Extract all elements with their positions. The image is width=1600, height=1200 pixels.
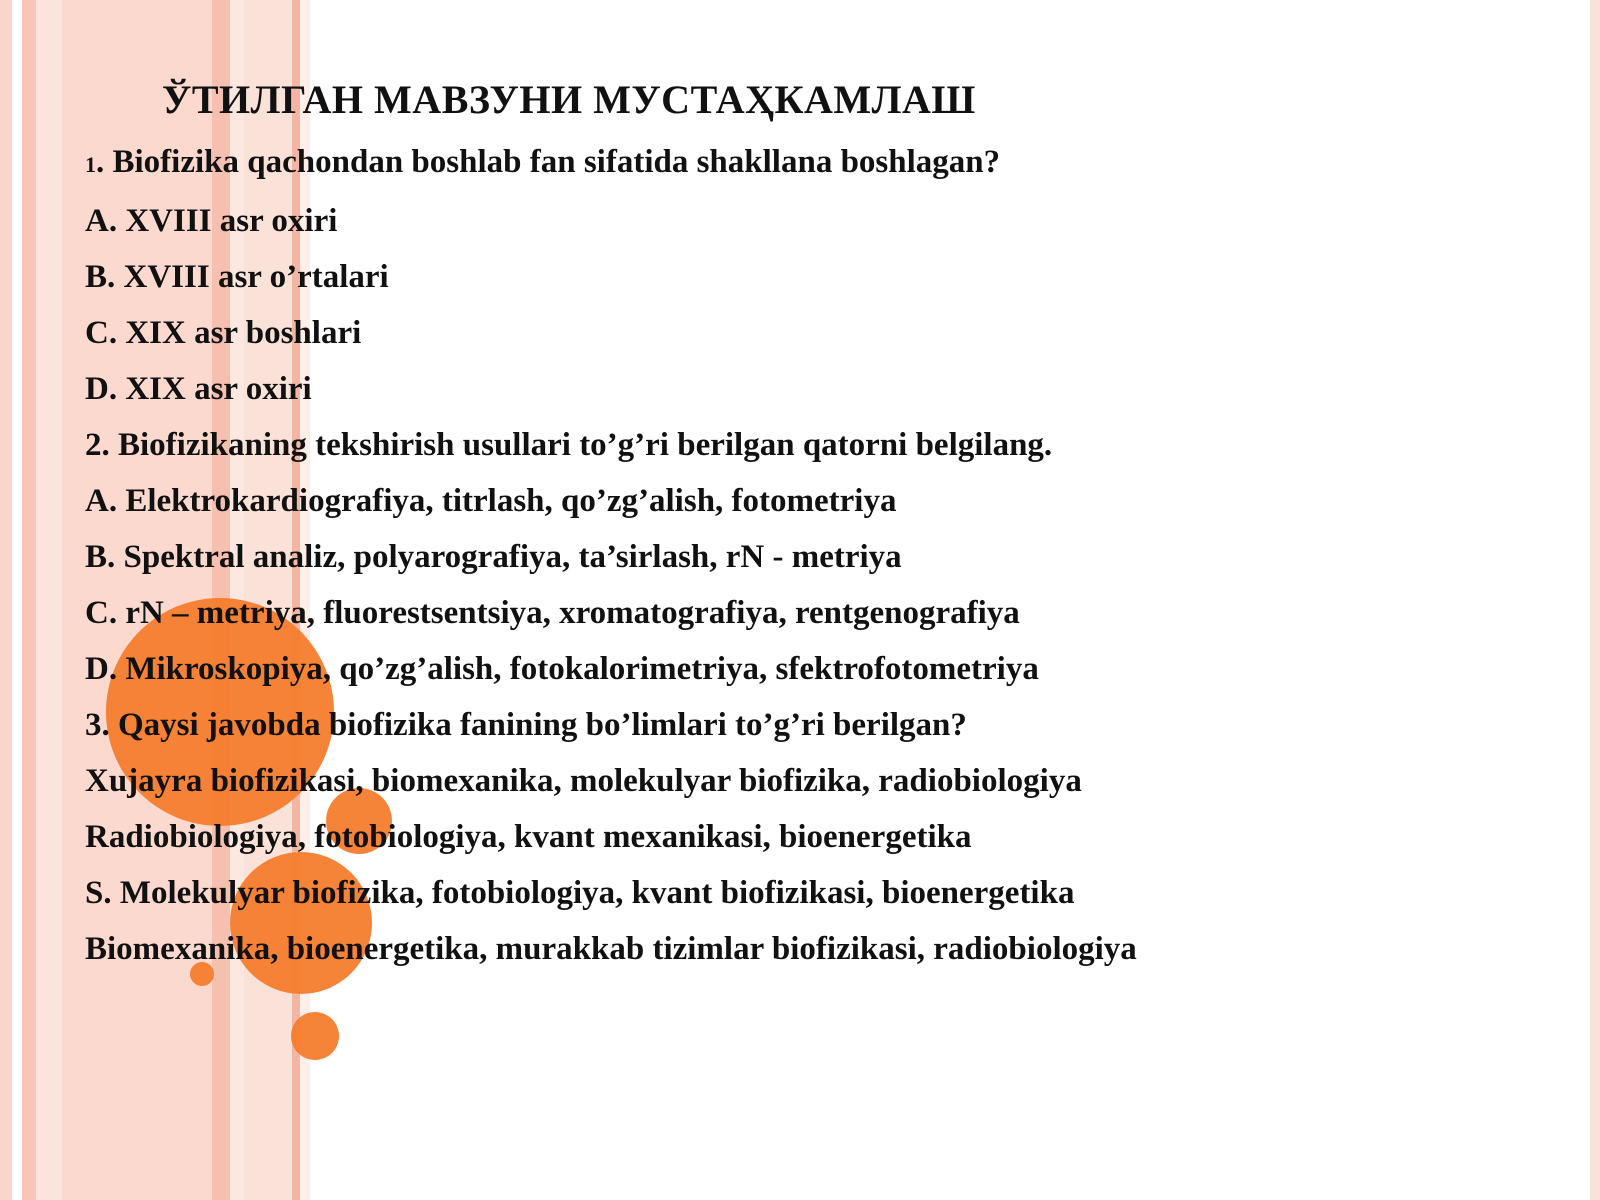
question-3-option-4: Biomexanika, bioenergetika, murakkab tizimlar biofizikasi, radiobiologiya xyxy=(85,931,1137,967)
slide-title: ЎТИЛГАН МАВЗУНИ МУСТАҲКАМЛАШ xyxy=(162,77,976,122)
slide-content xyxy=(85,72,1545,977)
question-2-option-c: C. rN – metriya, fluorestsentsiya, xromatografiya, rentgenografiya xyxy=(85,595,1020,631)
question-3: 3. Qaysi javobda biofizika fanining bo’limlari to’g’ri berilgan? xyxy=(85,707,967,743)
question-1-option-a: A. XVIII asr oxiri xyxy=(85,203,338,239)
question-1-option-d: D. XIX asr oxiri xyxy=(85,371,312,407)
decorative-stripe xyxy=(36,0,62,1200)
question-2-option-b: B. Spektral analiz, polyarografiya, ta’sirlash, rN - metriya xyxy=(85,539,902,575)
decorative-stripe xyxy=(22,0,36,1200)
question-1 xyxy=(85,134,1545,193)
question-1-option-b: B. XVIII asr o’rtalari xyxy=(85,259,389,295)
decorative-stripe xyxy=(12,0,22,1200)
question-1-text: . Biofizika qachondan boshlab fan sifatida shakllana boshlagan? xyxy=(96,144,1001,180)
decorative-stripe xyxy=(0,0,12,1200)
decorative-circle-small xyxy=(291,1012,339,1060)
question-2-option-d: D. Mikroskopiya, qo’zg’alish, fotokalorimetriya, sfektrofotometriya xyxy=(85,651,1039,687)
question-2-option-a: A. Elektrokardiografiya, titrlash, qo’zg’alish, fotometriya xyxy=(85,483,897,519)
question-3-option-1: Xujayra biofizikasi, biomexanika, molekulyar biofizika, radiobiologiya xyxy=(85,763,1082,799)
question-2: 2. Biofizikaning tekshirish usullari to’g’ri berilgan qatorni belgilang. xyxy=(85,427,1053,463)
question-1-option-c: C. XIX asr boshlari xyxy=(85,315,362,351)
question-3-option-2: Radiobiologiya, fotobiologiya, kvant mexanikasi, bioenergetika xyxy=(85,819,972,855)
question-3-option-3: S. Molekulyar biofizika, fotobiologiya, kvant biofizikasi, bioenergetika xyxy=(85,875,1075,911)
question-1-number: 1 xyxy=(85,152,96,177)
decorative-right-edge xyxy=(1590,0,1600,1200)
